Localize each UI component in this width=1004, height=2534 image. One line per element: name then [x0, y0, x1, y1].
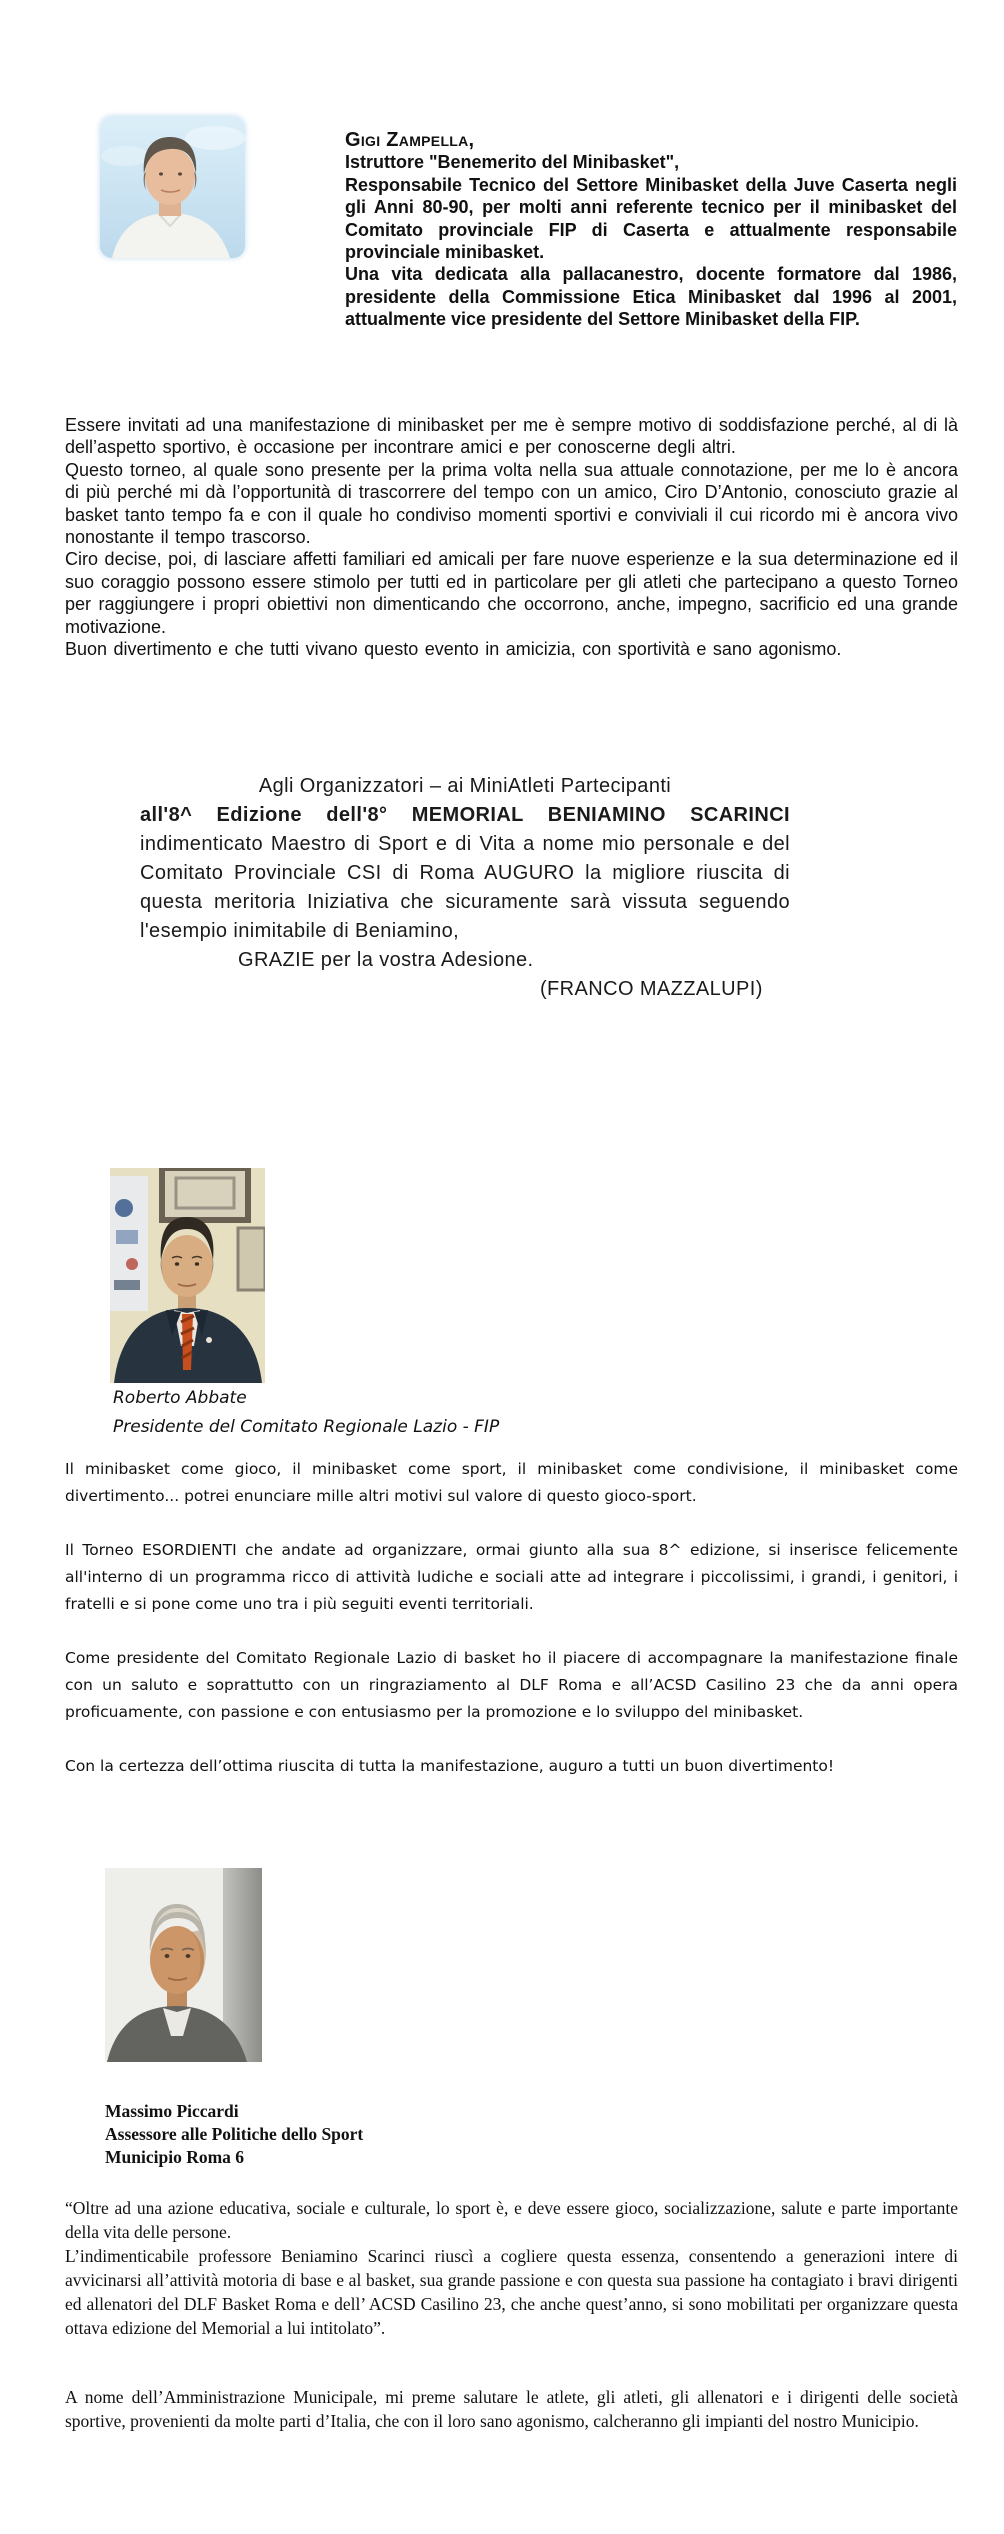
zampella-portrait-image [100, 116, 245, 258]
zampella-role: Istruttore "Benemerito del Minibasket", [345, 152, 680, 173]
abbate-photo [110, 1168, 265, 1383]
zampella-bio-block [345, 129, 957, 331]
abbate-caption-name: Roberto Abbate [113, 1388, 247, 1408]
piccardi-paragraph-2: L’indimenticabile professore Beniamino Scarinci riuscì a cogliere questa essenza, consentendo a generazioni intere di avvicinarsi all’attività motoria di base e al basket, sua grande passione e con questa sua passione ha contagiato i bravi dirigenti ed allenatori del DLF Basket Roma e dell’ ACSD Casilino 23, che anche quest’anno, si sono mobilitati per organizzare questa ottava edizione del Memorial a lui intitolato”. [65, 2246, 958, 2338]
signature-line: (FRANCO MAZZALUPI) [540, 978, 763, 1000]
piccardi-photo [105, 1868, 262, 2062]
thanks-line: GRAZIE per la vostra Adesione. [238, 949, 534, 971]
piccardi-caption-role: Assessore alle Politiche dello Sport [105, 2124, 364, 2144]
zampella-message-block [65, 414, 958, 660]
memorial-title-line: all'8^ Edizione dell'8° MEMORIAL BENIAMINO SCARINCI [140, 804, 790, 826]
letter-body: indimenticato Maestro di Sport e di Vita a nome mio personale e del Comitato Provinciale CSI di Roma AUGURO la migliore riuscita di questa meritoria Iniziativa che sicuramente sarà vissuta seguendo l'esempio inimitabile di Beniamino, [140, 833, 790, 942]
zampella-photo [100, 116, 245, 258]
piccardi-caption [105, 2100, 363, 2169]
zampella-bio-paragraph-1: Responsabile Tecnico del Settore Minibasket della Juve Caserta negli gli Anni 80-90, per molti anni referente tecnico per il minibasket del Comitato provinciale FIP di Caserta e attualmente responsabile provinciale minibasket. [345, 174, 957, 263]
piccardi-paragraph-3: A nome dell’Amministrazione Municipale, mi preme salutare le atlete, gli atleti, gli allenatori e i dirigenti delle società sportive, provenienti da molte parti d’Italia, che con il loro sano agonismo, calcheranno gli impianti del nostro Municipio. [65, 2387, 958, 2431]
letter-salutation: Agli Organizzatori – ai MiniAtleti Partecipanti [258, 775, 672, 797]
zampella-message-paragraph-2: Questo torneo, al quale sono presente per la prima volta nella sua attuale connotazione, per me lo è ancora di più perché mi dà l’opportunità di trascorrere del tempo con un amico, Ciro D’Antonio, conosciuto grazie al basket tanto tempo fa e con il quale ho condiviso momenti sportivi e conviviali il cui ricordo mi è ancora vivo nonostante il tempo trascorso. [65, 459, 958, 548]
piccardi-portrait-image [105, 1868, 262, 2062]
abbate-paragraph-4: Con la certezza dell’ottima riuscita di tutta la manifestazione, auguro a tutti un buon divertimento! [65, 1757, 835, 1775]
abbate-paragraph-3: Come presidente del Comitato Regionale Lazio di basket ho il piacere di accompagnare la manifestazione finale con un saluto e soprattutto con un ringraziamento al DLF Roma e all’ACSD Casilino 23 che da anni opera proficuamente, con passione e con entusiasmo per la promozione e lo sviluppo del minibasket. [65, 1649, 958, 1721]
abbate-caption-title: Presidente del Comitato Regionale Lazio - FIP [113, 1417, 500, 1437]
piccardi-paragraph-1: “Oltre ad una azione educativa, sociale e culturale, lo sport è, e deve essere gioco, socializzazione, salute e parte importante della vita delle persone. [65, 2198, 958, 2242]
abbate-paragraph-2: Il Torneo ESORDIENTI che andate ad organizzare, ormai giunto alla sua 8^ edizione, si inserisce felicemente all'interno di un programma ricco di attività ludiche e sociali atte ad integrare i piccolissimi, i grandi, i genitori, i fratelli e si pone come uno tra i più seguiti eventi territoriali. [65, 1541, 958, 1613]
zampella-name: Gigi Zampella, [345, 129, 475, 151]
zampella-message-paragraph-3: Ciro decise, poi, di lasciare affetti familiari ed amicali per fare nuove esperienze e la sua determinazione ed il suo coraggio possono essere stimolo per tutti ed in particolare per gli atleti che partecipano a questo Torneo per raggiungere i propri obiettivi non dimenticando che occorrono, anche, impegno, sacrificio ed una grande motivazione. [65, 549, 958, 637]
mazzalupi-letter [140, 772, 790, 1004]
piccardi-caption-org: Municipio Roma 6 [105, 2147, 245, 2167]
piccardi-message-block [65, 2196, 958, 2433]
abbate-message-block [65, 1456, 958, 1780]
abbate-portrait-image [110, 1168, 265, 1383]
abbate-paragraph-1: Il minibasket come gioco, il minibasket come sport, il minibasket come condivisione, il minibasket come divertimento... potrei enunciare mille altri motivi sul valore di questo gioco-sport. [65, 1460, 958, 1505]
abbate-caption [113, 1384, 499, 1442]
piccardi-caption-name: Massimo Piccardi [105, 2101, 239, 2121]
zampella-message-paragraph-1: Essere invitati ad una manifestazione di minibasket per me è sempre motivo di soddisfazione perché, al di là dell’aspetto sportivo, è occasione per incontrare amici e per conoscerne degli altri. [65, 415, 958, 458]
zampella-bio-paragraph-2: Una vita dedicata alla pallacanestro, docente formatore dal 1986, presidente della Commissione Etica Minibasket dal 1996 al 2001, attualmente vice presidente del Settore Minibasket della FIP. [345, 264, 957, 330]
zampella-message-paragraph-4: Buon divertimento e che tutti vivano questo evento in amicizia, con sportività e sano agonismo. [65, 639, 842, 660]
